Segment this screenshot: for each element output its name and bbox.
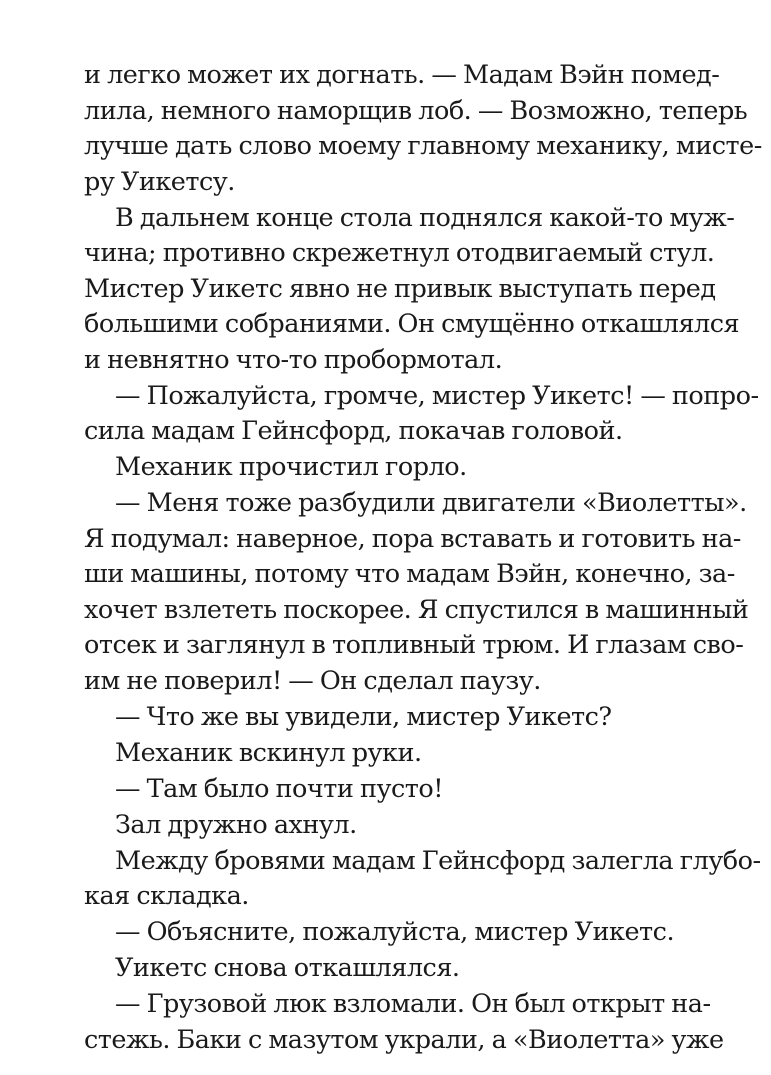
text-line: Зал дружно ахнул. <box>115 809 357 840</box>
text-line: — Объясните, пожалуйста, мистер Уикетс. <box>115 917 675 947</box>
text-line: кая складка. <box>84 881 249 911</box>
text-line: Механик вскинул руки. <box>115 737 422 768</box>
text-line: лучше дать слово моему главному механику, мисте- <box>84 131 762 161</box>
text-line: чина; противно скрежетнул отодвигаемый стул. <box>84 238 715 268</box>
text-line: ру Уикетсу. <box>84 166 235 197</box>
text-line: В дальнем конце стола поднялся какой-то муж- <box>115 202 735 233</box>
text-line: стежь. Баки с мазутом украли, а «Виолетта» уже <box>84 1024 724 1055</box>
text-line: Механик прочистил горло. <box>115 452 467 482</box>
text-line: — Меня тоже разбудили двигатели «Виолетты». <box>115 488 747 518</box>
text-line: — Что же вы увидели, мистер Уикетс? <box>115 701 612 732</box>
text-line: ши машины, потому что мадам Вэйн, конечно, за- <box>84 559 735 589</box>
text-line: сила мадам Гейнсфорд, покачав головой. <box>84 416 623 446</box>
text-line: им не поверил! — Он сделал паузу. <box>84 665 541 696</box>
text-line: Между бровями мадам Гейнсфорд залегла глубо- <box>115 845 761 876</box>
text-line: — Грузовой люк взломали. Он был открыт на- <box>115 989 711 1019</box>
text-line: Мистер Уикетс явно не привык выступать перед <box>84 273 716 304</box>
text-line: хочет взлететь поскорее. Я спустился в машинный <box>84 594 749 625</box>
text-line: лила, немного наморщив лоб. — Возможно, теперь <box>84 95 748 126</box>
text-line: и легко может их догнать. — Мадам Вэйн помед- <box>84 60 720 90</box>
text-line: большими собраниями. Он смущённо откашлялся <box>84 309 740 339</box>
text-line: Уикетс снова откашлялся. <box>115 953 460 983</box>
book-page-text <box>84 58 762 1058</box>
text-line: и невнятно что-то пробормотал. <box>84 344 503 375</box>
text-line: — Пожалуйста, громче, мистер Уикетс! — попро- <box>115 380 759 411</box>
text-line: отсек и заглянул в топливный трюм. И глазам сво- <box>84 630 744 660</box>
text-line: — Там было почти пусто! <box>115 773 443 804</box>
text-line: Я подумал: наверное, пора вставать и готовить на- <box>84 523 741 554</box>
